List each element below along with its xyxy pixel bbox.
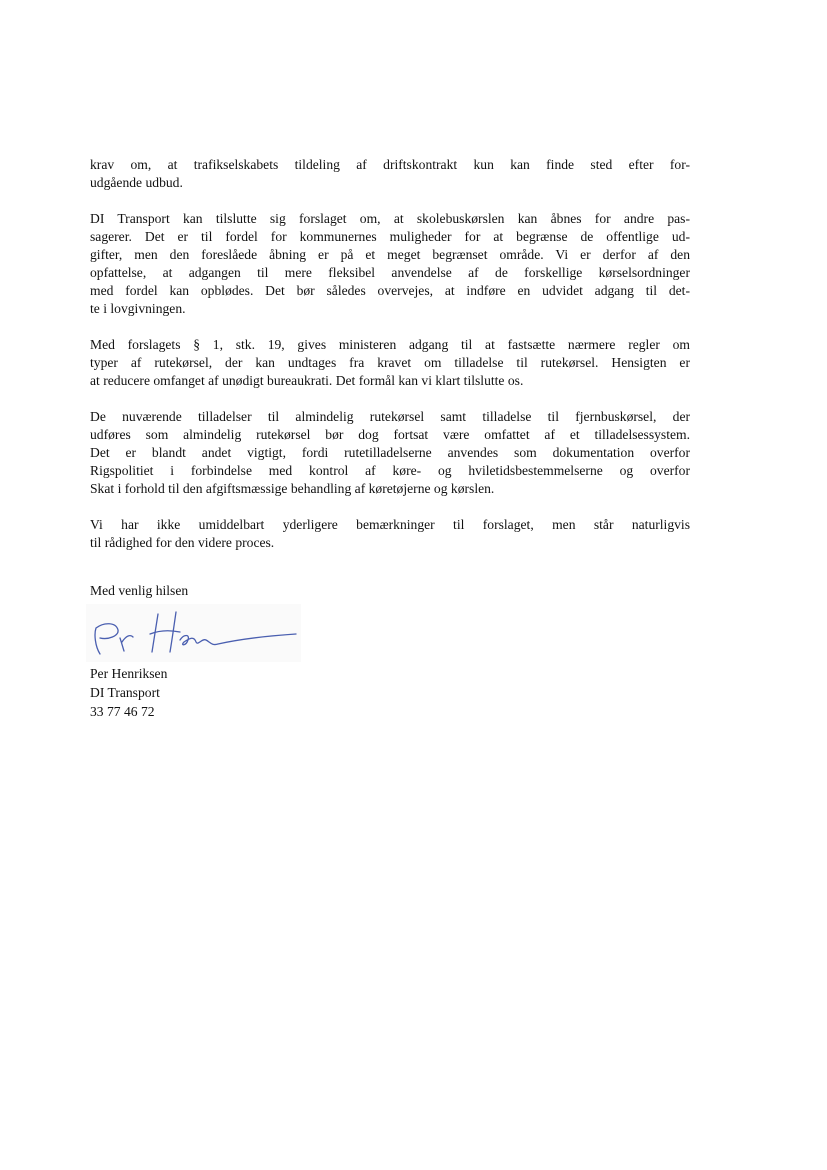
paragraph-section-1 xyxy=(90,336,690,390)
paragraph-line: med fordel kan opblødes. Det bør således overvejes, at indføre en udvidet adgang til det- xyxy=(90,283,690,298)
sender-phone: 33 77 46 72 xyxy=(90,704,155,719)
handwritten-signature xyxy=(86,604,301,662)
sender-organization: DI Transport xyxy=(90,685,160,700)
paragraph-line: typer af rutekørsel, der kan undtages fra kravet om tilladelse til rutekørsel. Hensigten er xyxy=(90,355,690,370)
signature-image xyxy=(86,604,301,662)
paragraph-current-permits xyxy=(90,408,690,498)
paragraph-line: Med forslagets § 1, stk. 19, gives ministeren adgang til at fastsætte nærmere regler om xyxy=(90,337,690,352)
paragraph-line: til rådighed for den videre proces. xyxy=(90,535,275,550)
closing-greeting: Med venlig hilsen xyxy=(90,583,189,598)
paragraph-line: Vi har ikke umiddelbart yderligere bemærkninger til forslaget, men står naturligvis xyxy=(90,517,690,532)
paragraph-line: gifter, men den foreslåede åbning er på et meget begrænset område. Vi er derfor af den xyxy=(90,247,690,262)
letter-page xyxy=(90,156,690,721)
paragraph-line: Rigspolitiet i forbindelse med kontrol af køre- og hviletidsbestemmelserne og overfor xyxy=(90,463,690,478)
sender-name: Per Henriksen xyxy=(90,666,168,681)
letter-closing xyxy=(90,582,690,721)
paragraph-tender-requirement xyxy=(90,156,690,192)
paragraph-line: DI Transport kan tilslutte sig forslaget om, at skolebuskørslen kan åbnes for andre pas- xyxy=(90,211,690,226)
paragraph-line: De nuværende tilladelser til almindelig rutekørsel samt tilladelse til fjernbuskørsel, der xyxy=(90,409,690,424)
paragraph-line: krav om, at trafikselskabets tildeling af driftskontrakt kun kan finde sted efter for- xyxy=(90,157,690,172)
paragraph-line: Skat i forhold til den afgiftsmæssige behandling af køretøjerne og kørslen. xyxy=(90,481,495,496)
paragraph-line: sagerer. Det er til fordel for kommunernes muligheder for at begrænse de offentlige ud- xyxy=(90,229,690,244)
paragraph-line: Det er blandt andet vigtigt, fordi rutetilladelserne anvendes som dokumentation overfor xyxy=(90,445,690,460)
paragraph-line: at reducere omfanget af unødigt bureaukrati. Det formål kan vi klart tilslutte os. xyxy=(90,373,524,388)
paragraph-line: udgående udbud. xyxy=(90,175,183,190)
paragraph-final-remarks xyxy=(90,516,690,552)
paragraph-line: te i lovgivningen. xyxy=(90,301,186,316)
paragraph-line: udføres som almindelig rutekørsel bør dog fortsat være omfattet af et tilladelsessystem. xyxy=(90,427,690,442)
paragraph-line: opfattelse, at adgangen til mere fleksibel anvendelse af de forskellige kørselsordninger xyxy=(90,265,690,280)
paragraph-school-bus xyxy=(90,210,690,318)
